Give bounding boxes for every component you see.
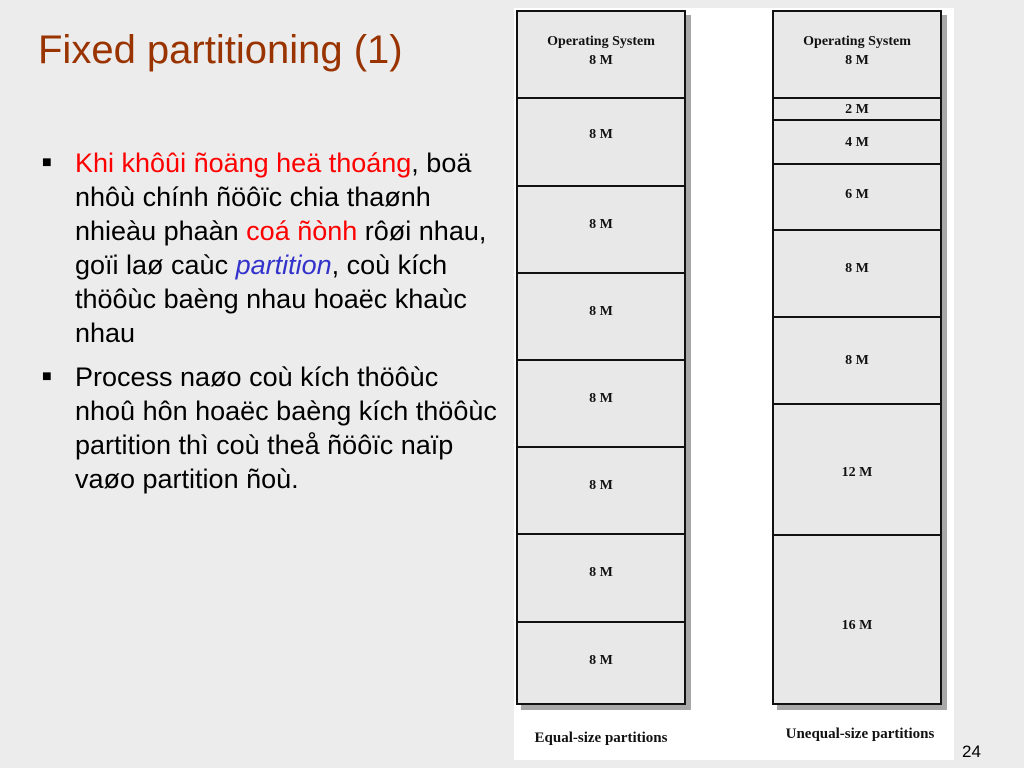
partition-size-label: 8 M	[845, 261, 869, 276]
page-number: 24	[962, 742, 981, 761]
partition-size-label: 8 M	[845, 353, 869, 368]
bullet-list	[38, 146, 498, 506]
partition-size-label: 8 M	[589, 478, 613, 493]
equal-partition	[518, 623, 684, 703]
bullet-1-text-1: , boä nhôù chính ñöôïc chia thaønh nhieàu phaàn	[75, 148, 472, 246]
unequal-partition	[774, 99, 940, 121]
partition-size-label: 8 M	[589, 127, 613, 142]
unequal-partition	[774, 318, 940, 405]
partition-diagram	[514, 8, 954, 760]
equal-partition-column	[516, 10, 686, 705]
partition-size-label: 4 M	[845, 135, 869, 150]
bullet-1-red-2: coá ñònh	[246, 216, 358, 246]
square-bullet-icon: ■	[42, 368, 52, 385]
bullet-2-text: Process naøo coù kích thöôùc nhoû hôn hoaëc baèng kích thöôùc partition thì coù theå ñöôïc naïp vaøo partition ñoù.	[75, 362, 497, 494]
unequal-partition	[774, 405, 940, 536]
square-bullet-icon: ■	[42, 154, 52, 171]
equal-os-size: 8 M	[589, 53, 613, 68]
unequal-partition	[774, 231, 940, 318]
bullet-1-red-1: Khi khôûi ñoäng heä thoáng	[75, 148, 412, 178]
unequal-os-block	[774, 12, 940, 99]
partition-size-label: 8 M	[589, 653, 613, 668]
unequal-caption: Unequal-size partitions	[785, 726, 935, 742]
partition-size-label: 12 M	[841, 465, 873, 480]
unequal-partition-column	[772, 10, 942, 705]
bullet-item-1	[38, 146, 498, 350]
partition-size-label: 8 M	[589, 391, 613, 406]
equal-partition	[518, 448, 684, 535]
equal-partition	[518, 187, 684, 274]
unequal-partition	[774, 165, 940, 231]
equal-partition	[518, 361, 684, 448]
unequal-partition	[774, 121, 940, 165]
equal-partition	[518, 535, 684, 623]
partition-size-label: 8 M	[589, 304, 613, 319]
partition-size-label: 8 M	[589, 565, 613, 580]
equal-partition	[518, 274, 684, 361]
unequal-os-size: 8 M	[845, 53, 869, 68]
partition-size-label: 16 M	[841, 618, 873, 633]
equal-os-label: Operating System	[547, 34, 655, 49]
bullet-1-text-3: , coù kích thöôùc baèng nhau hoaëc khaùc nhau	[75, 250, 467, 348]
equal-partition	[518, 99, 684, 187]
bullet-1-italic: partition	[235, 250, 332, 280]
unequal-partition	[774, 536, 940, 703]
unequal-os-label: Operating System	[803, 34, 911, 49]
partition-size-label: 2 M	[845, 102, 869, 117]
equal-caption: Equal-size partitions	[534, 730, 668, 746]
slide-title: Fixed partitioning (1)	[38, 28, 403, 72]
bullet-item-2	[38, 360, 498, 496]
equal-os-block	[518, 12, 684, 99]
bullet-1-text-2: rôøi nhau, goïi laø caùc	[75, 216, 487, 280]
partition-size-label: 6 M	[845, 187, 869, 202]
partition-size-label: 8 M	[589, 217, 613, 232]
